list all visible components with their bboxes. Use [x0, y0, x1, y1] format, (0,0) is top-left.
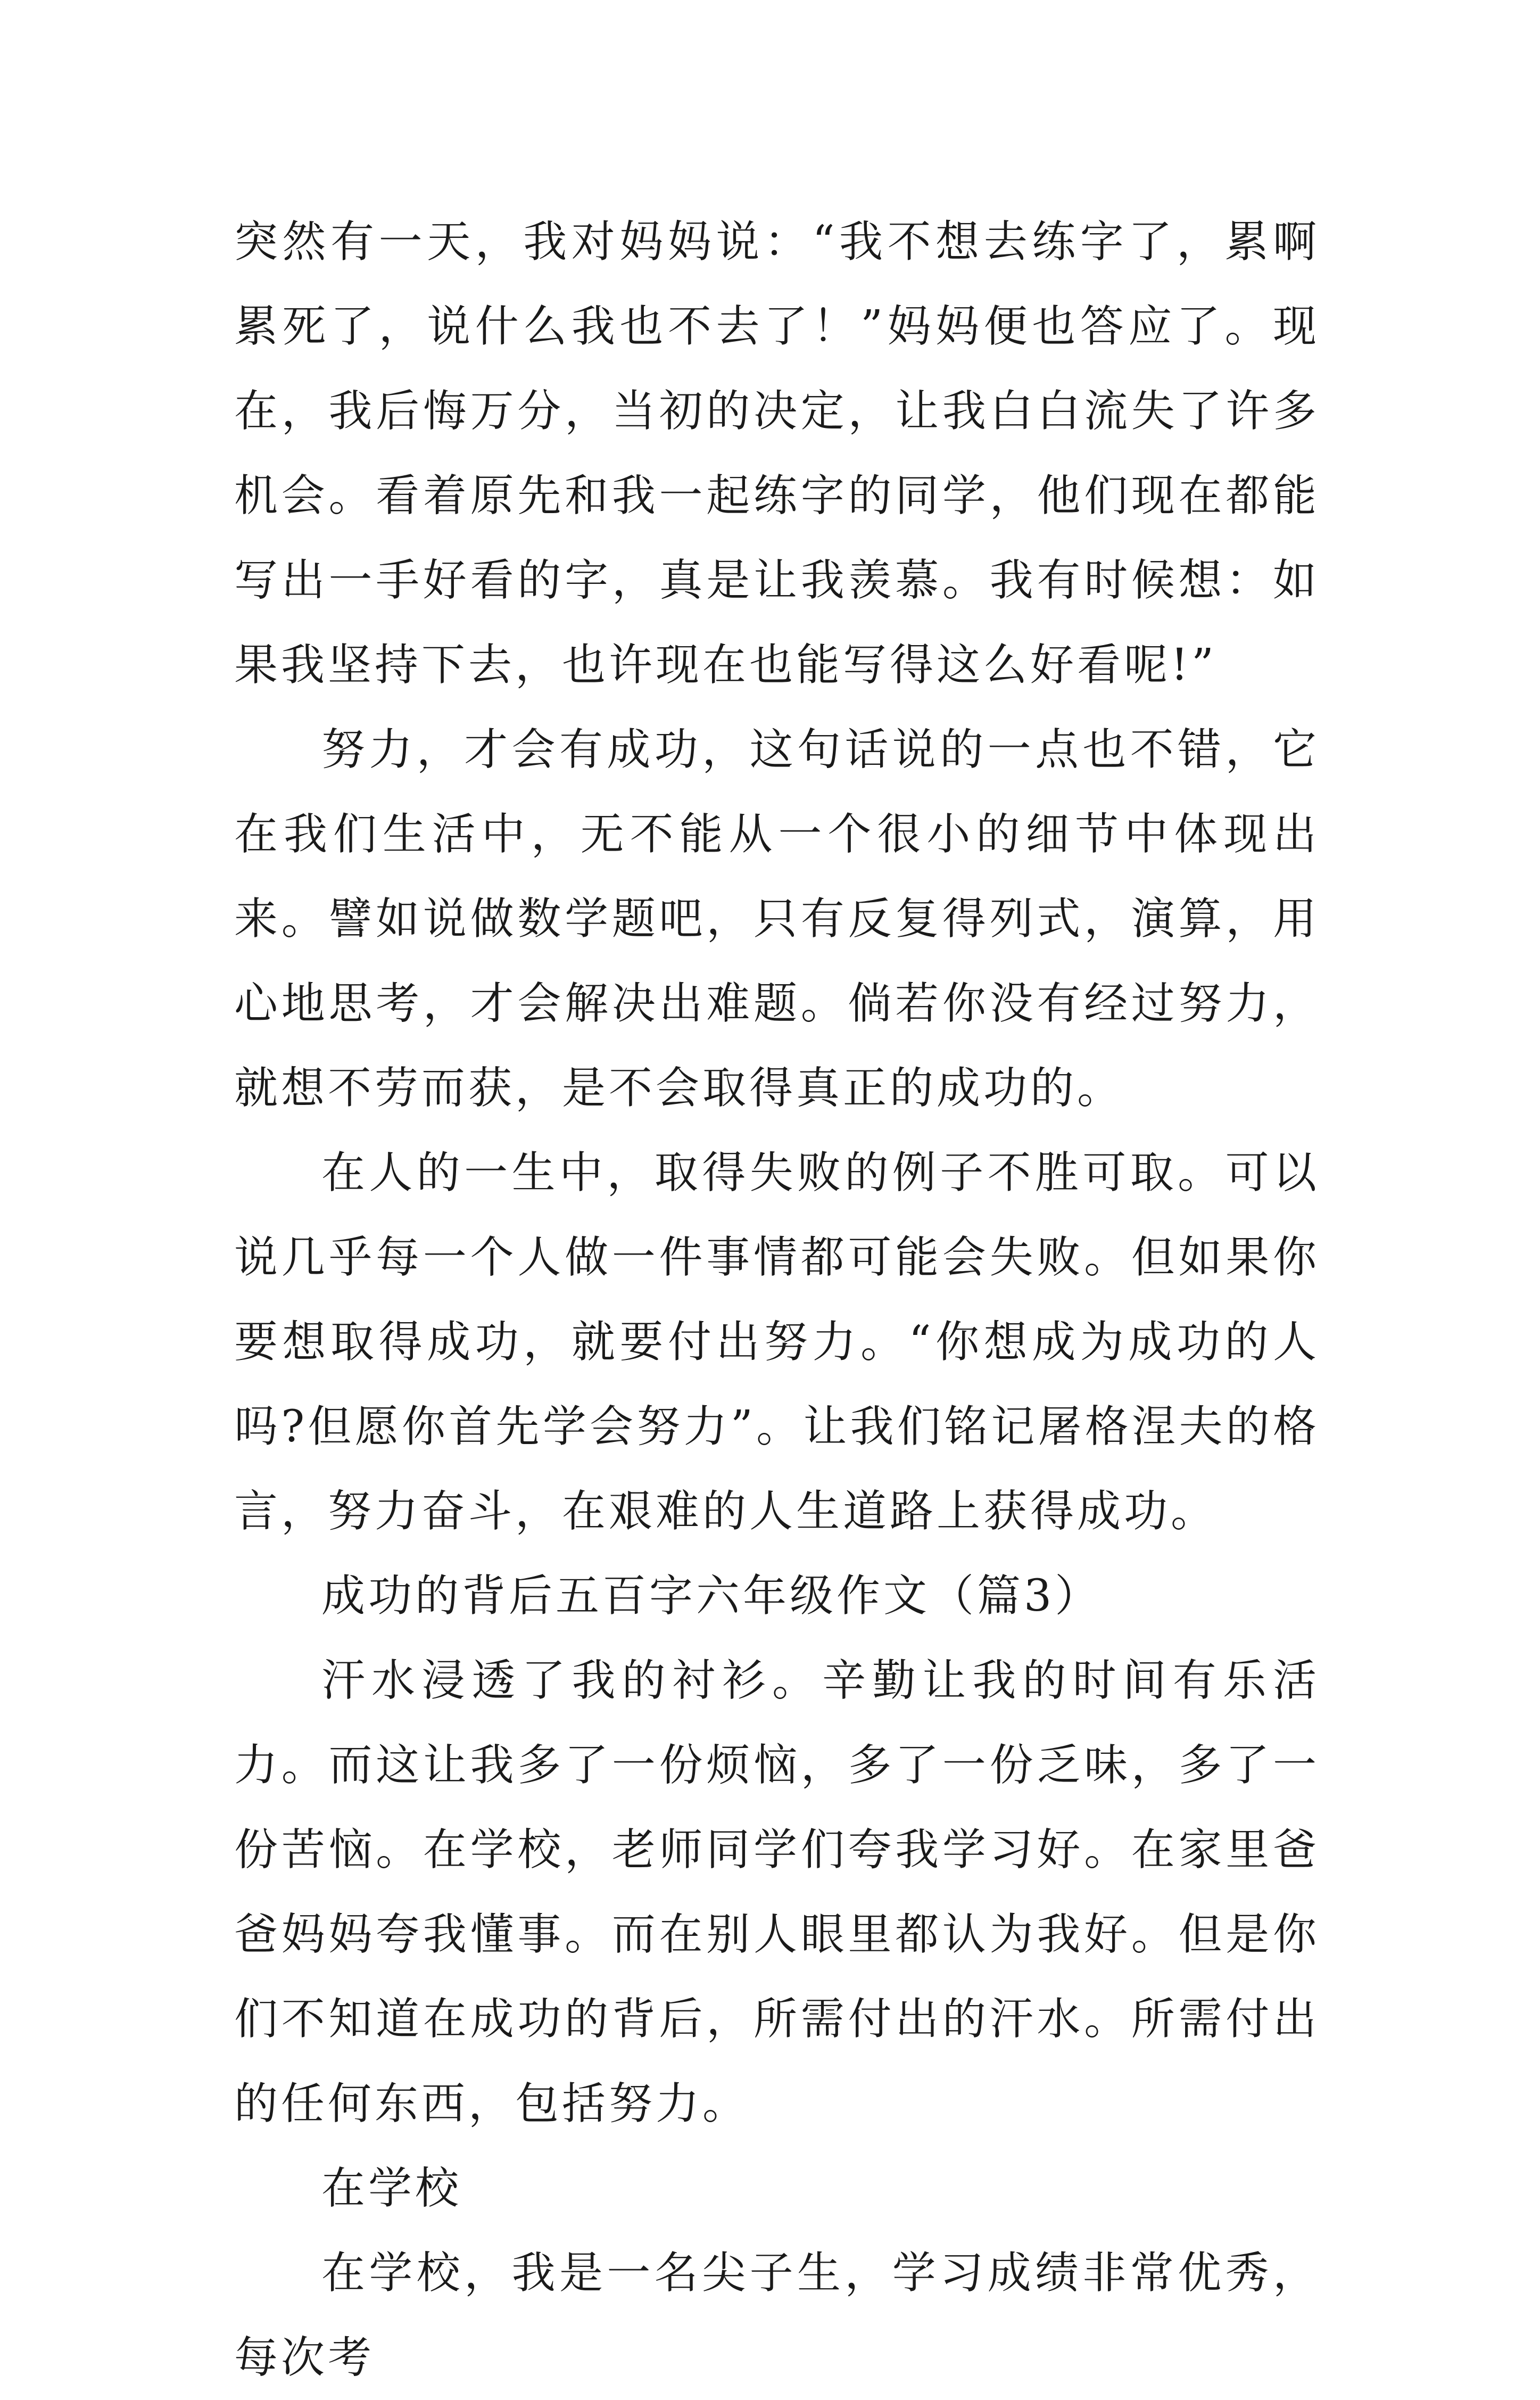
subheading-at-school: 在学校: [321, 2163, 462, 2214]
paragraph-effort-success: 努力，才会有成功，这句话说的一点也不错，它在我们生活中，无不能从一个很小的细节中体现出来。譬如说做数学题吧，只有反复得列式，演算，用心地思考，才会解决出难题。倘若你没有经过努力，就想不劳而获，是不会取得真正的成功的。: [234, 724, 1320, 1114]
paragraph-top-student: 在学校，我是一名尖子生，学习成绩非常优秀，每次考: [234, 2248, 1320, 2383]
paragraph-practice-calligraphy: 突然有一天，我对妈妈说：“我不想去练字了，累啊累死了，说什么我也不去了！”妈妈便也答应了。现在，我后悔万分，当初的决定，让我白白流失了许多机会。看着原先和我一起练字的同学，他们现在都能写出一手好看的字，真是让我羡慕。我有时候想：如果我坚持下去，也许现在也能写得这么好看呢!”: [234, 217, 1320, 690]
paragraph-sweat: 汗水浸透了我的衬衫。辛勤让我的时间有乐活力。而这让我多了一份烦恼，多了一份乏味，多了一份苦恼。在学校，老师同学们夸我学习好。在家里爸爸妈妈夸我懂事。而在别人眼里都认为我好。但是你们不知道在成功的背后，所需付出的汗水。所需付出的任何东西，包括努力。: [234, 1655, 1320, 2129]
section-heading: 成功的背后五百字六年级作文（篇3）: [321, 1571, 1102, 1621]
paragraph-failure-examples: 在人的一生中，取得失败的例子不胜可取。可以说几乎每一个人做一件事情都可能会失败。但如果你要想取得成功，就要付出努力。“你想成为成功的人吗?但愿你首先学会努力”。让我们铭记屠格涅夫的格言，努力奋斗，在艰难的人生道路上获得成功。: [234, 1148, 1320, 1537]
document-page: [234, 200, 1320, 2400]
